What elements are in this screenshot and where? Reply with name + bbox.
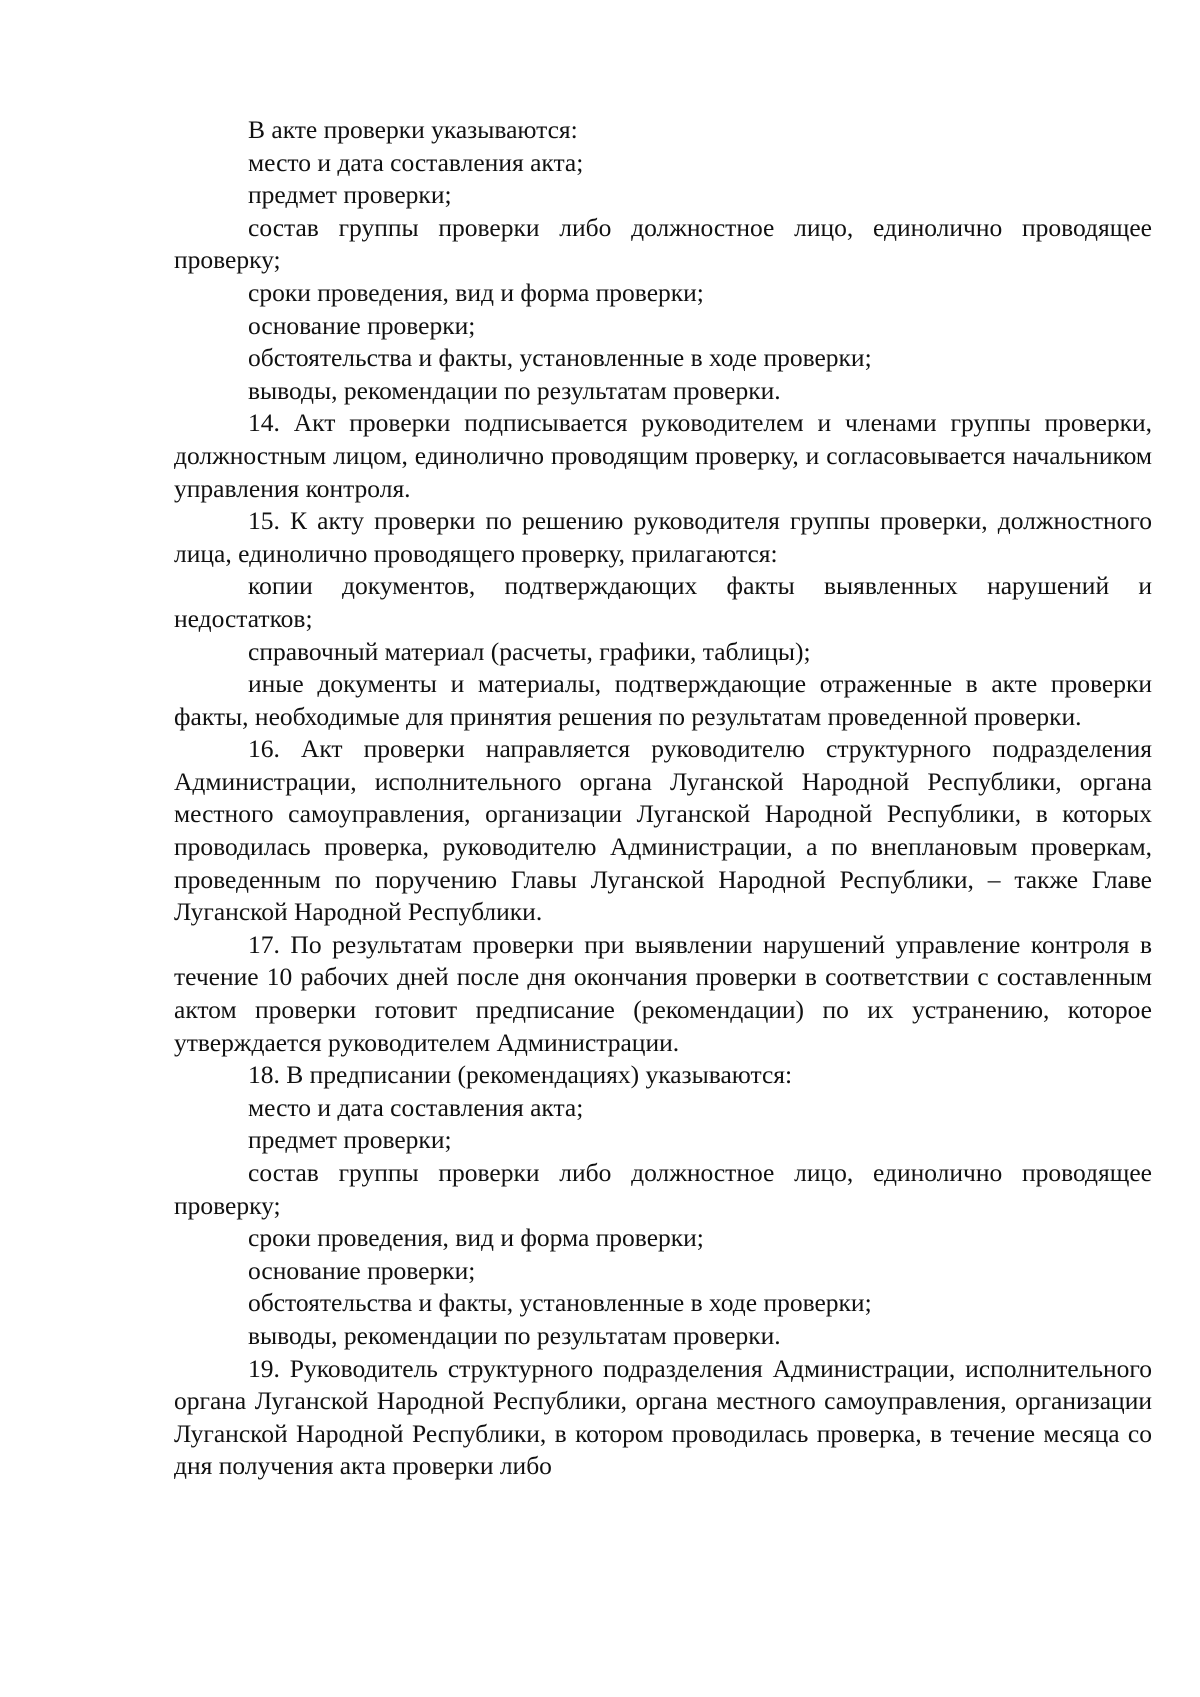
paragraph: выводы, рекомендации по результатам проверки. (248, 1320, 781, 1350)
paragraph: выводы, рекомендации по результатам проверки. (248, 375, 781, 405)
paragraph: сроки проведения, вид и форма проверки; (248, 1223, 704, 1253)
paragraph: основание проверки; (248, 1255, 476, 1285)
paragraph: состав группы проверки либо должностное лицо, единолично проводящее проверку; (174, 1158, 1152, 1220)
paragraph: основание проверки; (248, 310, 476, 340)
paragraph: 14. Акт проверки подписывается руководителем и членами группы проверки, должностным лицом, единолично проводящим проверку, и согласовывается начальником управления контроля. (174, 408, 1152, 503)
paragraph: обстоятельства и факты, установленные в ходе проверки; (248, 343, 872, 373)
paragraph: предмет проверки; (248, 1125, 452, 1155)
paragraph: иные документы и материалы, подтверждающие отраженные в акте проверки факты, необходимые для принятия решения по результатам проведенной проверки. (174, 669, 1152, 731)
paragraph: предмет проверки; (248, 180, 452, 210)
paragraph: сроки проведения, вид и форма проверки; (248, 277, 704, 307)
paragraph: 19. Руководитель структурного подразделения Администрации, исполнительного органа Луганской Народной Республики, органа местного самоуправления, организации Луганской Народной Республики, в котором проводилась проверка, в течение месяца со дня получения акта проверки либо (174, 1353, 1152, 1481)
paragraph: справочный материал (расчеты, графики, таблицы); (248, 636, 811, 666)
paragraph: место и дата составления акта; (248, 1092, 584, 1122)
paragraph: копии документов, подтверждающих факты выявленных нарушений и недостатков; (174, 571, 1152, 633)
paragraph: состав группы проверки либо должностное лицо, единолично проводящее проверку; (174, 212, 1152, 275)
paragraph: 16. Акт проверки направляется руководителю структурного подразделения Администрации, исполнительного органа Луганской Народной Республики, органа местного самоуправления, организации Луганской Народной Республики, в которых проводилась проверка, руководителю Администрации, а по внеплановым проверкам, проведенным по поручению Главы Луганской Народной Республики, – также Главе Луганской Народной Республики. (174, 734, 1152, 927)
paragraph: 17. По результатам проверки при выявлении нарушений управление контроля в течение 10 рабочих дней после дня окончания проверки в соответствии с составленным актом проверки готовит предписание (рекомендации) по их устранению, которое утверждается руководителем Администрации. (174, 929, 1152, 1057)
paragraph: 15. К акту проверки по решению руководителя группы проверки, должностного лица, единолично проводящего проверку, прилагаются: (174, 506, 1152, 568)
document-page (174, 114, 1152, 1483)
paragraph: 18. В предписании (рекомендациях) указываются: (248, 1060, 793, 1090)
paragraph: В акте проверки указываются: (248, 115, 578, 144)
paragraph: обстоятельства и факты, установленные в ходе проверки; (248, 1288, 872, 1318)
paragraph: место и дата составления акта; (248, 147, 584, 177)
